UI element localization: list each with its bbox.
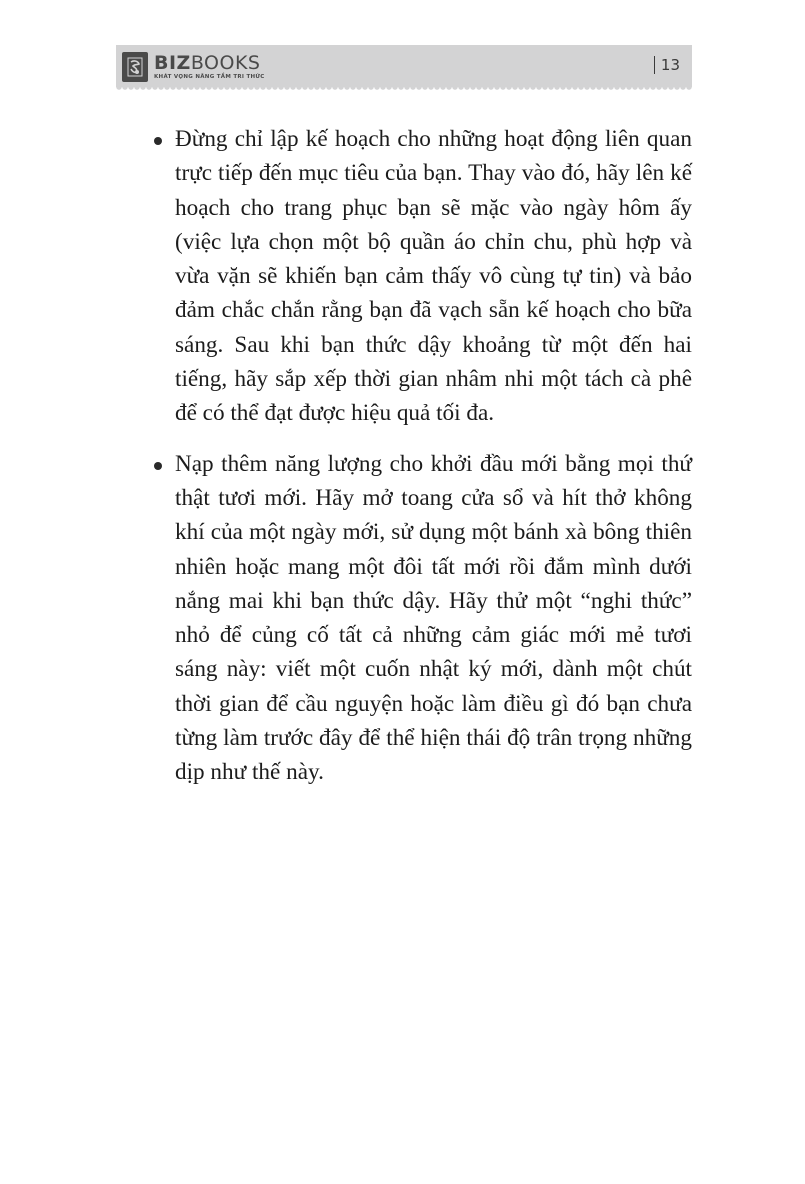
bullet-text: Nạp thêm năng lượng cho khởi đầu mới bằng mọi thứ thật tươi mới. Hãy mở toang cửa sổ và hít thở không khí của một ngày mới, sử dụng một bánh xà bông thiên nhiên hoặc mang một đôi tất mới rồi đắm mình dưới nắng mai khi bạn thức dậy. Hãy thử một “nghi thức” nhỏ để củng cố tất cả những cảm giác mới mẻ tươi sáng này: viết một cuốn nhật ký mới, dành một chút thời gian để cầu nguyện hoặc làm điều gì đó bạn chưa từng làm trước đây để thể hiện thái độ trân trọng những dịp như thế này. — [175, 450, 692, 786]
bullet-item — [150, 122, 692, 431]
page-number — [654, 56, 680, 74]
bizbooks-logo-icon — [122, 52, 148, 82]
bullet-dot-icon — [154, 137, 162, 145]
bullet-item — [150, 447, 692, 790]
logo-name: BIZBOOKS — [154, 52, 261, 74]
bullet-dot-icon — [154, 462, 162, 470]
bullet-text: Đừng chỉ lập kế hoạch cho những hoạt động liên quan trực tiếp đến mục tiêu của bạn. Thay vào đó, hãy lên kế hoạch cho trang phục bạn sẽ mặc vào ngày hôm ấy (việc lựa chọn một bộ quần áo chỉn chu, phù hợp và vừa vặn sẽ khiến bạn cảm thấy vô cùng tự tin) và bảo đảm chắc chắn rằng bạn đã vạch sẵn kế hoạch cho bữa sáng. Sau khi bạn thức dậy khoảng từ một đến hai tiếng, hãy sắp xếp thời gian nhâm nhi một tách cà phê để có thể đạt được hiệu quả tối đa. — [175, 126, 692, 427]
publisher-logo — [122, 51, 265, 83]
page-number-separator — [654, 56, 655, 74]
page-number-value: 13 — [660, 56, 680, 74]
page-body — [150, 122, 692, 806]
page-header — [116, 45, 692, 87]
logo-tagline: KHÁT VỌNG NÂNG TẦM TRI THỨC — [154, 74, 265, 80]
